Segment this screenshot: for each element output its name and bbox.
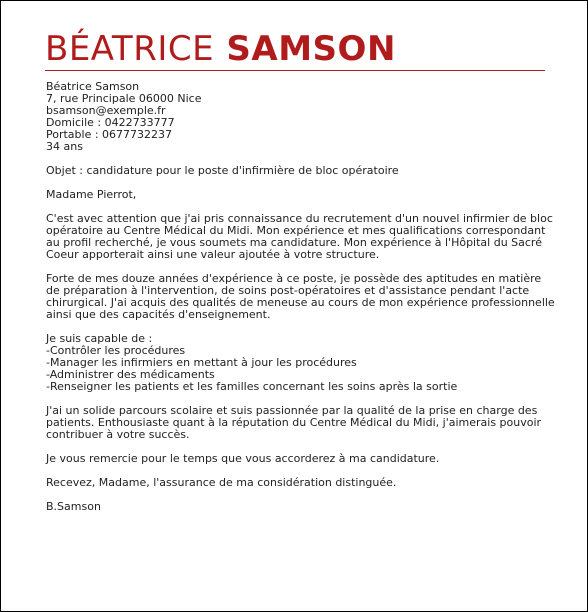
contact-name: Béatrice Samson xyxy=(46,80,140,93)
skill-item: -Administrer des médicaments xyxy=(46,368,215,381)
skill-item: -Renseigner les patients et les familles concernant les soins après la sortie xyxy=(46,380,458,393)
text-line: Forte de mes douze années d'expérience à ce poste, je possède des aptitudes en matière xyxy=(46,272,542,285)
paragraph-2 xyxy=(46,272,555,321)
thanks-line: Je vous remercie pour le temps que vous accorderez à ma candidature. xyxy=(46,452,440,465)
skill-item: -Contrôler les procédures xyxy=(46,344,186,357)
skills-list xyxy=(46,333,546,393)
contact-mobile-phone: Portable : 0677732237 xyxy=(46,128,173,141)
paragraph-1 xyxy=(46,212,553,261)
text-line: opératoire au Centre Médical du Midi. Mon expérience et mes qualifications correspondant xyxy=(46,224,546,237)
text-line: patients. Enthousiaste quant à la réputation du Centre Médical du Midi, j'aimerais pouvoir xyxy=(46,416,542,429)
contact-email: bsamson@exemple.fr xyxy=(46,104,166,117)
text-line: chirurgical. J'ai acquis des qualités de meneuse au cours de mon expérience professionnelle xyxy=(46,296,555,309)
signature: B.Samson xyxy=(46,500,101,513)
contact-address: 7, rue Principale 06000 Nice xyxy=(46,92,202,105)
text-line: contribuer à votre succès. xyxy=(46,428,190,441)
last-name: SAMSON xyxy=(226,29,396,69)
text-line: au profil recherché, je vous soumets ma candidature. Mon expérience à l'Hôpital du Sacré xyxy=(46,236,542,249)
first-name: BÉATRICE xyxy=(45,29,215,69)
text-line: C'est avec attention que j'ai pris connaissance du recrutement d'un nouvel infirmier de bloc xyxy=(46,212,553,225)
skill-item: -Manager les infirmiers en mettant à jour les procédures xyxy=(46,356,357,369)
closing-line: Recevez, Madame, l'assurance de ma considération distinguée. xyxy=(46,476,397,489)
page-title xyxy=(45,29,396,69)
text-line: J'ai un solide parcours scolaire et suis passionnée par la qualité de la prise en charge des xyxy=(46,404,538,417)
paragraph-3 xyxy=(46,405,546,441)
contact-block xyxy=(46,81,546,153)
salutation: Madame Pierrot, xyxy=(46,188,137,201)
text-line: Coeur apporterait ainsi une valeur ajoutée à votre structure. xyxy=(46,248,380,261)
text-line: ainsi que des capacités d'enseignement. xyxy=(46,308,271,321)
text-line: de préparation à l'intervention, de soins post-opératoires et d'assistance pendant l'acte xyxy=(46,284,530,297)
contact-age: 34 ans xyxy=(46,140,83,153)
subject-line: Objet : candidature pour le poste d'infirmière de bloc opératoire xyxy=(46,164,399,177)
skills-intro: Je suis capable de : xyxy=(46,332,153,345)
letter-body xyxy=(46,80,555,513)
title-divider xyxy=(45,70,545,71)
contact-home-phone: Domicile : 0422733777 xyxy=(46,116,175,129)
